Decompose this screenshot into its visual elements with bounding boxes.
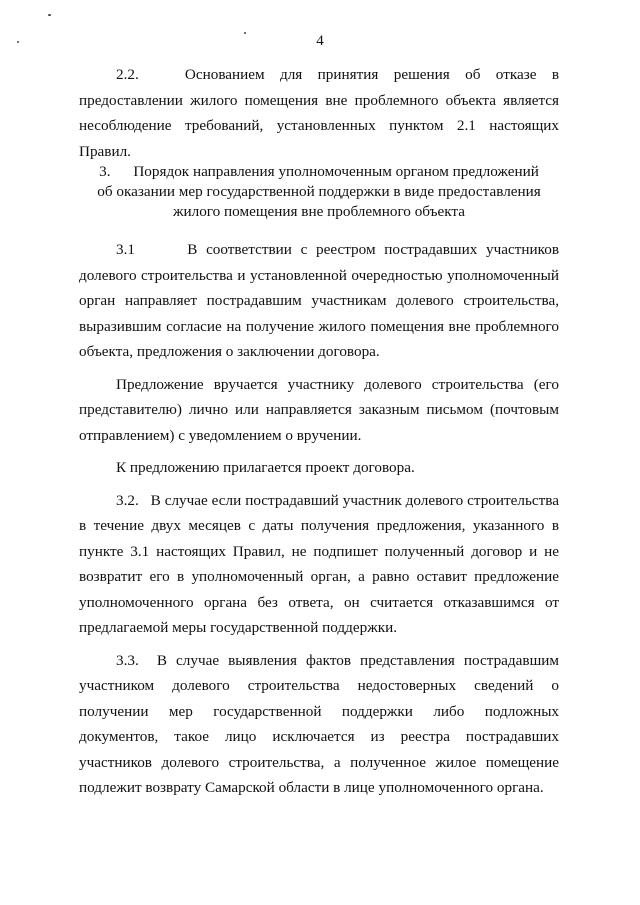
clause-number: 3.2. bbox=[116, 491, 139, 509]
heading-number: 3. bbox=[99, 163, 111, 180]
heading-line-3: жилого помещения вне проблемного объекта bbox=[173, 203, 465, 220]
clause-text: Основанием для принятия решения об отказе в предоставлении жилого помещения вне проблемного объекта является несоблюдение требований, установленных пунктом 2.1 настоящих Правил. bbox=[79, 66, 560, 160]
clause-3-3 bbox=[79, 648, 559, 801]
paragraph-attachment: К предложению прилагается проект договора. bbox=[116, 459, 415, 476]
clause-3-2 bbox=[79, 488, 559, 641]
clause-number: 3.3. bbox=[116, 651, 139, 669]
paragraph-2-2 bbox=[79, 62, 559, 164]
clause-number: 2.2. bbox=[116, 66, 139, 83]
section-3-body bbox=[79, 237, 559, 801]
scan-speck bbox=[48, 14, 51, 16]
clause-number: 3.1 bbox=[116, 241, 135, 258]
clause-2-2 bbox=[79, 62, 559, 164]
heading-line-2: об оказании мер государственной поддержки в виде предоставления bbox=[97, 183, 541, 200]
heading-line-1: 3. Порядок направления уполномоченным органом предложений bbox=[99, 163, 539, 180]
page-number: 4 bbox=[316, 33, 324, 49]
clause-3-1 bbox=[79, 237, 559, 365]
paragraph-offer: Предложение вручается участнику долевого строительства (его представителю) лично или направляется заказным письмом (почтовым отправлением) с уведомлением о вручении. bbox=[79, 375, 559, 444]
clause-text: В случае выявления фактов представления пострадавшим участником долевого строительства недостоверных сведений о получении мер государственной поддержки либо подложных документов, такое лицо исключается из реестра пострадавших участников долевого строительства, а полученное жилое помещение подлежит возврату Самарской области в лице уполномоченного органа. bbox=[79, 651, 560, 796]
clause-text: В случае если пострадавший участник долевого строительства в течение двух месяцев с даты получения предложения, указанного в пункте 3.1 настоящих Правил, не подпишет полученный договор и не возвратит его в уполномоченный орган, а равно оставит предложение уполномоченного органа без ответа, он считается отказавшимся от предлагаемой меры государственной поддержки. bbox=[79, 491, 560, 636]
clause-text: В соответствии с реестром пострадавших участников долевого строительства и установленной очередностью уполномоченный орган направляет пострадавшим участникам долевого строительства, выразившим согласие на получение жилого помещения вне проблемного объекта, предложения о заключении договора. bbox=[79, 241, 560, 360]
section-heading-3 bbox=[79, 162, 559, 222]
